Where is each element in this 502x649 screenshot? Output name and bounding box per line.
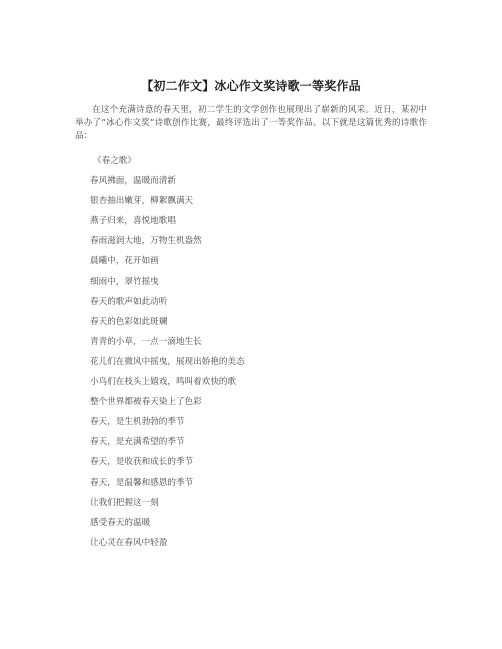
poem-line: 晨曦中，花开如画 <box>90 256 159 267</box>
intro-paragraph: 在这个充满诗意的春天里，初二学生的文学创作也展现出了崭新的风采。近日，某初中举办了“冰心作文奖”诗歌创作比赛，最终评选出了一等奖作品。以下就是这篇优秀的诗歌作品： <box>75 105 427 141</box>
poem-line: 春风拂面，温暖而清新 <box>90 176 176 187</box>
document-title: 【初二作文】冰心作文奖诗歌一等奖作品 <box>141 79 361 93</box>
poem-line: 春雨滋润大地，万物生机盎然 <box>90 236 202 247</box>
poem-line: 让心灵在春风中轻盈 <box>90 537 168 548</box>
poem-line: 春天的歌声如此动听 <box>90 296 168 307</box>
poem-line: 花儿们在微风中摇曳，展现出娇艳的美态 <box>90 356 245 367</box>
poem-line: 让我们把握这一刻 <box>90 497 159 508</box>
poem-line: 春天的色彩如此斑斓 <box>90 316 168 327</box>
poem-line: 细雨中，翠竹摇曳 <box>90 276 159 287</box>
poem-line: 春天，是生机勃勃的季节 <box>90 417 185 428</box>
poem-line: 春天，是温馨和感恩的季节 <box>90 477 194 488</box>
poem-line: 春天，是收获和成长的季节 <box>90 457 194 468</box>
poem-title: 《春之歌》 <box>93 156 136 166</box>
poem-line: 银杏抽出嫩芽，柳絮飘满天 <box>90 196 194 207</box>
poem-line: 整个世界都被春天染上了色彩 <box>90 397 202 408</box>
poem-line: 燕子归来，喜悦地歌唱 <box>90 216 176 227</box>
poem <box>90 154 245 556</box>
poem-line: 春天，是充满希望的季节 <box>90 437 185 448</box>
poem-line: 小鸟们在枝头上嬉戏，鸣叫着欢快的歌 <box>90 377 237 388</box>
poem-line: 感受春天的温暖 <box>90 517 151 528</box>
poem-line: 青青的小草，一点一滴地生长 <box>90 336 202 347</box>
